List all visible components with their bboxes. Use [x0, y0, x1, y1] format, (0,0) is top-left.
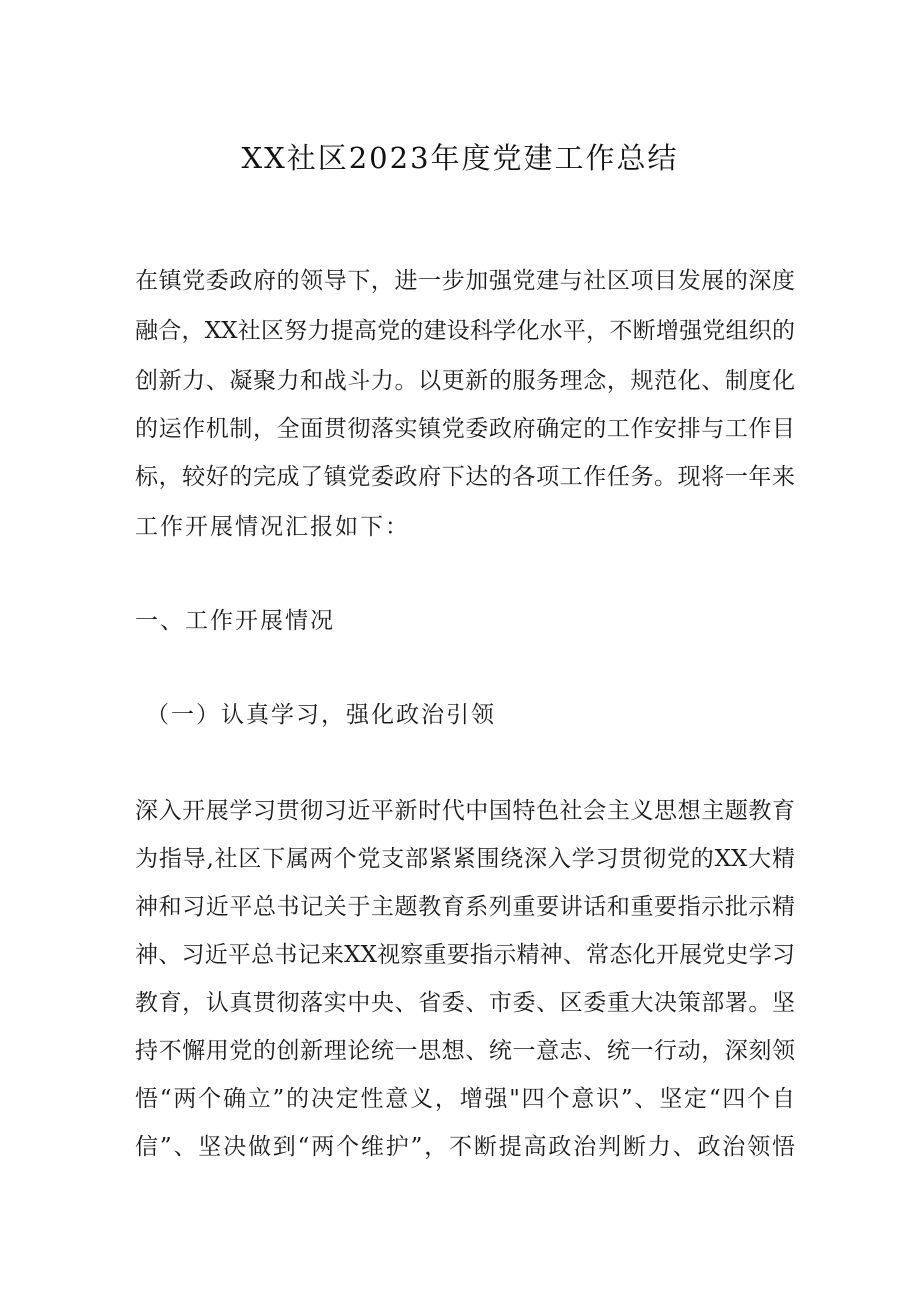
intro-line: 工作开展情况汇报如下：: [135, 514, 410, 540]
section-heading: 一、工作开展情况: [135, 608, 335, 634]
body-line: 神和习近平总书记关于主题教育系列重要讲话和重要指示批示精: [135, 894, 795, 920]
document-title: XX社区2023年度党建工作总结: [241, 141, 679, 175]
body-line: 悟“两个确立”的决定性意义，增强"四个意识”、坚定“四个自: [135, 1086, 795, 1112]
body-line: 信”、坚决做到“两个维护”，不断提高政治判断力、政治领悟: [135, 1134, 795, 1160]
body-line: 神、习近平总书记来XX视察重要指示精神、常态化开展党史学习: [135, 942, 795, 968]
intro-line: 标，较好的完成了镇党委政府下达的各项工作任务。现将一年来: [135, 464, 795, 490]
subsection-heading: （一）认真学习，强化政治引领: [146, 702, 496, 728]
body-line: 教育，认真贯彻落实中央、省委、市委、区委重大决策部署。坚: [135, 990, 795, 1016]
intro-line: 创新力、凝聚力和战斗力。以更新的服务理念，规范化、制度化: [135, 368, 795, 394]
intro-line: 在镇党委政府的领导下，进一步加强党建与社区项目发展的深度: [135, 268, 795, 294]
body-line: 持不懈用党的创新理论统一思想、统一意志、统一行动，深刻领: [135, 1038, 795, 1064]
intro-line: 的运作机制，全面贯彻落实镇党委政府确定的工作安排与工作目: [135, 416, 795, 442]
body-line: 深入开展学习贯彻习近平新时代中国特色社会主义思想主题教育: [135, 798, 795, 824]
body-line: 为指导,社区下属两个党支部紧紧围绕深入学习贯彻党的XX大精: [135, 846, 795, 872]
intro-line: 融合，XX社区努力提高党的建设科学化水平，不断增强党组织的: [135, 318, 795, 344]
